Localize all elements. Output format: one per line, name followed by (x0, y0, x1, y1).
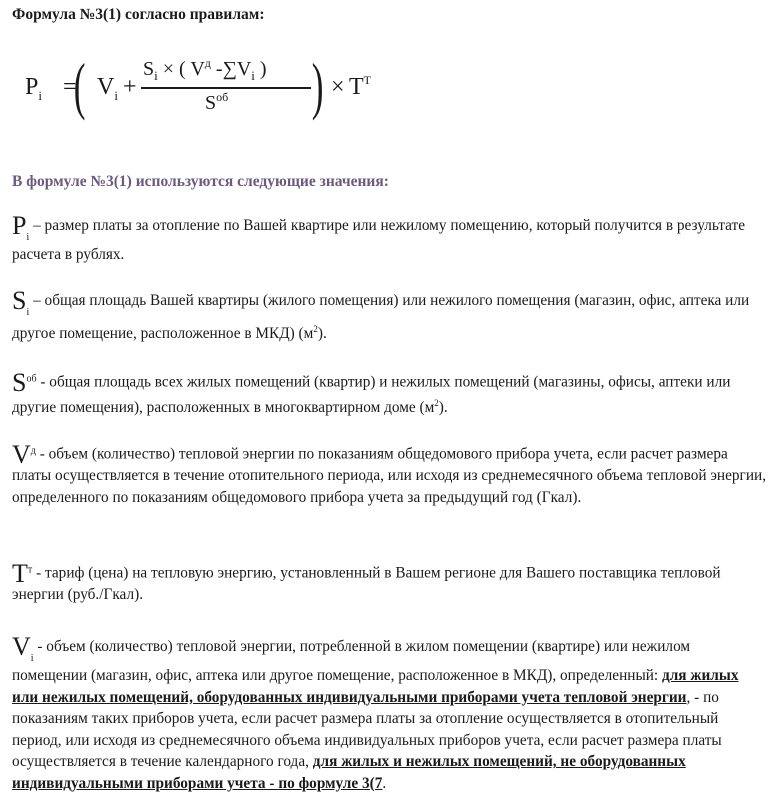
formula-3-7-reference: по формуле 3(7 (278, 774, 383, 792)
item-si: $S_i$ – общая площадь Вашей квартиры (жилого помещения) или нежилого помещения (магазин, офис, аптека или другое помещение, расположенное в МКД) $(м^2)$. (12, 286, 750, 343)
symbol-vi: $V_i$ (12, 632, 34, 665)
page-heading: Формула №3(1) согласно правилам: (12, 6, 265, 23)
item-vi: $V_i$ - объем (количество) тепловой энергии, потребленной в жилом помещении (квартире) или нежилом помещении (магазин, офис, аптека или другое помещение, расположенное в МКД), определенный: для жилых или нежилых помещений, оборудованных индивидуальными приборами учета тепловой энергии, - по показаниям таких приборов учета, если расчет размера платы за отопление осуществляется в отопительный период, или исходя из среднемесячного объема индивидуальных приборов учета, если расчет размера платы осуществляется в течение календарного года, для жилых и нежилых помещений, не оборудованных индивидуальными приборами учета - по формуле 3(7. (12, 632, 739, 792)
item-pi: $P_i$ – размер платы за отопление по Вашей квартире или нежилому помещению, который получится в результате расчета в рублях. (12, 211, 745, 264)
formula-p: $P_i$ (25, 74, 42, 103)
symbol-tt: $T^т$ (12, 558, 33, 588)
symbol-sob: $S^{об}$ (12, 367, 37, 397)
symbol-si: $S_i$ (12, 286, 30, 319)
item-sob: $S^{об}$ - общая площадь всех жилых помещений (квартир) и нежилых помещений (магазины, офисы, аптеки или другие помещения), расположенных в многоквартирном доме $(м^2)$. (12, 367, 731, 417)
values-subheading: В формуле №3(1) используются следующие значения: (12, 173, 389, 190)
formula-equals: = (63, 74, 77, 100)
formula-open-paren: ( (73, 50, 86, 121)
formula-numerator: $S_i$ × ( $V^д$ $-\sum V_i$ ) (143, 56, 267, 83)
formula-denominator: $S^{об}$ (205, 90, 229, 114)
formula-plus: + (123, 74, 137, 100)
symbol-pi: $P_i$ (12, 211, 30, 244)
formula-tariff: $T^T$ (349, 73, 372, 100)
formula-3-1 (25, 50, 425, 126)
formula-fraction-line (141, 87, 311, 89)
item-tt: $T^т$ - тариф (цена) на тепловую энергию, установленный в Вашем регионе для Вашего поставщика тепловой энергии (руб./Гкал). (12, 558, 721, 604)
symbol-vd: $V^д$ (12, 439, 36, 469)
formula-times: × (331, 74, 345, 100)
formula-close-paren: ) (311, 50, 324, 121)
bold-metered-clause: для жилых или нежилых помещений, оборудованных индивидуальными приборами учета тепловой энергии (12, 667, 739, 706)
formula-vi: $V_i$ (97, 74, 118, 103)
item-vd: $V^д$ - объем (количество) тепловой энергии по показаниям общедомового прибора учета, если расчет размера платы осуществляется в течение отопительного периода, или исходя из среднемесячного объема тепловой энергии, определенного по показаниям общедомового прибора учета за предыдущий год (Гкал). (12, 439, 767, 506)
bold-unmetered-clause: для жилых и нежилых помещений, не оборудованных индивидуальными приборами учета - (12, 753, 686, 792)
